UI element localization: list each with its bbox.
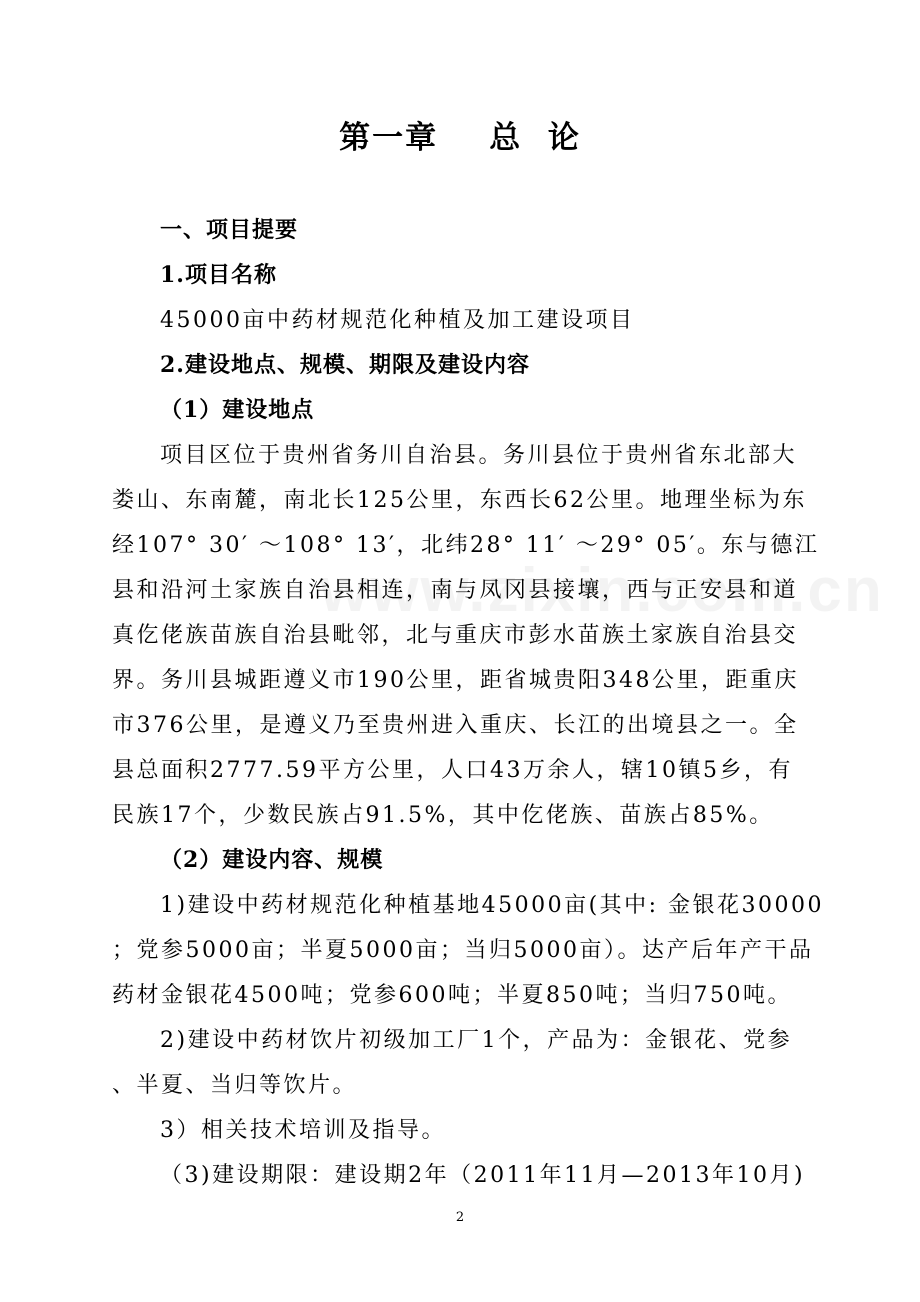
sub1-heading: （1）建设地点 bbox=[160, 397, 315, 423]
sub2-heading: （2）建设内容、规模 bbox=[160, 847, 384, 873]
item1-heading: 1.项目名称 bbox=[160, 262, 277, 288]
paragraph-line: 娄山、东南麓，南北长125公里，东西长62公里。地理坐标为东 bbox=[112, 488, 807, 513]
paragraph-line: 界。务川县城距遵义市190公里，距省城贵阳348公里，距重庆 bbox=[112, 668, 799, 693]
chapter-title: 第一章 总 论 bbox=[339, 120, 581, 156]
paragraph-line: 市376公里，是遵义乃至贵州进入重庆、长江的出境县之一。全 bbox=[112, 713, 799, 738]
paragraph-line: 经107° 30′ ～108° 13′，北纬28° 11′ ～29° 05′。东与德江 bbox=[112, 533, 820, 558]
paragraph-line: 3）相关技术培训及指导。 bbox=[160, 1118, 446, 1143]
project-name: 45000亩中药材规范化种植及加工建设项目 bbox=[160, 308, 635, 333]
paragraph-line: 民族17个，少数民族占91.5%，其中仡佬族、苗族占85%。 bbox=[112, 803, 774, 828]
page-number: 2 bbox=[455, 1210, 465, 1225]
paragraph-line: 药材金银花4500吨；党参600吨；半夏850吨；当归750吨。 bbox=[112, 983, 792, 1008]
paragraph-line: 县总面积2777.59平方公里，人口43万余人，辖10镇5乡，有 bbox=[112, 758, 793, 783]
construction-period: （3)建设期限：建设期2年（2011年11月—2013年10月) bbox=[160, 1163, 806, 1188]
paragraph-line: 项目区位于贵州省务川自治县。务川县位于贵州省东北部大 bbox=[160, 443, 798, 468]
paragraph-line: 1)建设中药材规范化种植基地45000亩(其中: 金银花30000 bbox=[160, 893, 825, 918]
paragraph-line: 真仡佬族苗族自治县毗邻，北与重庆市彭水苗族土家族自治县交 bbox=[112, 623, 799, 648]
paragraph-line: ；党参5000亩；半夏5000亩；当归5000亩）。达产后年产干品 bbox=[112, 938, 814, 963]
paragraph-line: 2)建设中药材饮片初级加工厂1个，产品为：金银花、党参 bbox=[160, 1028, 793, 1053]
paragraph-line: 、半夏、当归等饮片。 bbox=[112, 1073, 358, 1098]
paragraph-line: 县和沿河土家族自治县相连，南与凤冈县接壤，西与正安县和道 bbox=[112, 578, 799, 603]
section-heading: 一、项目提要 bbox=[160, 217, 299, 243]
item2-heading: 2.建设地点、规模、期限及建设内容 bbox=[160, 352, 530, 378]
